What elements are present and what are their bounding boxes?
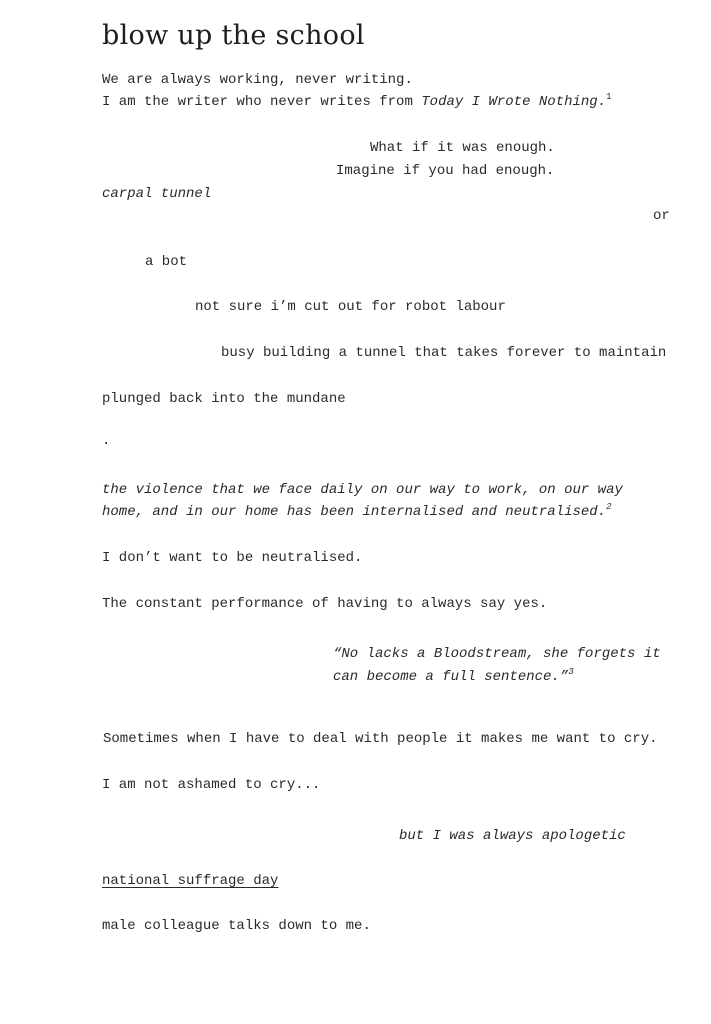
intro-line-2 xyxy=(102,92,612,112)
sometimes-line: Sometimes when I have to deal with people it makes me want to cry. xyxy=(103,731,658,747)
not-ashamed-line: I am not ashamed to cry... xyxy=(102,777,321,793)
page-title: blow up the school xyxy=(102,20,365,51)
robot-labour-line: not sure i’m cut out for robot labour xyxy=(195,299,506,315)
imagine-line: Imagine if you had enough. xyxy=(336,163,555,179)
intro-line-1: We are always working, never writing. xyxy=(102,72,413,88)
or-line: or xyxy=(653,208,670,224)
colleague-line: male colleague talks down to me. xyxy=(102,918,371,934)
footnote-marker: 3 xyxy=(568,667,574,677)
dot-line: . xyxy=(102,433,111,449)
carpal-tunnel-line: carpal tunnel xyxy=(102,186,212,202)
what-if-line: What if it was enough. xyxy=(370,140,555,156)
violence-line-2 xyxy=(102,502,612,522)
quote-line-1: “No lacks a Bloodstream, she forgets it xyxy=(333,646,661,662)
suffrage-day-line: national suffrage day xyxy=(102,873,279,889)
footnote-marker: 1 xyxy=(606,92,612,102)
tunnel-line: busy building a tunnel that takes forever to maintain xyxy=(221,345,667,361)
violence-line-2-text: home, and in our home has been internalised and neutralised. xyxy=(102,504,607,520)
apologetic-line: but I was always apologetic xyxy=(399,828,626,844)
quote-line-2-text: can become a full sentence.” xyxy=(333,669,569,685)
footnote-marker: 2 xyxy=(606,502,612,512)
violence-line-1: the violence that we face daily on our way to work, on our way xyxy=(102,482,623,498)
mundane-line: plunged back into the mundane xyxy=(102,391,346,407)
neutralised-line: I don’t want to be neutralised. xyxy=(102,550,363,566)
bot-line: a bot xyxy=(145,254,188,270)
intro-line-2-text: I am the writer who never writes from xyxy=(102,94,422,110)
performance-line: The constant performance of having to always say yes. xyxy=(102,596,548,612)
quote-line-2 xyxy=(333,667,574,687)
book-title: Today I Wrote Nothing. xyxy=(421,94,607,110)
